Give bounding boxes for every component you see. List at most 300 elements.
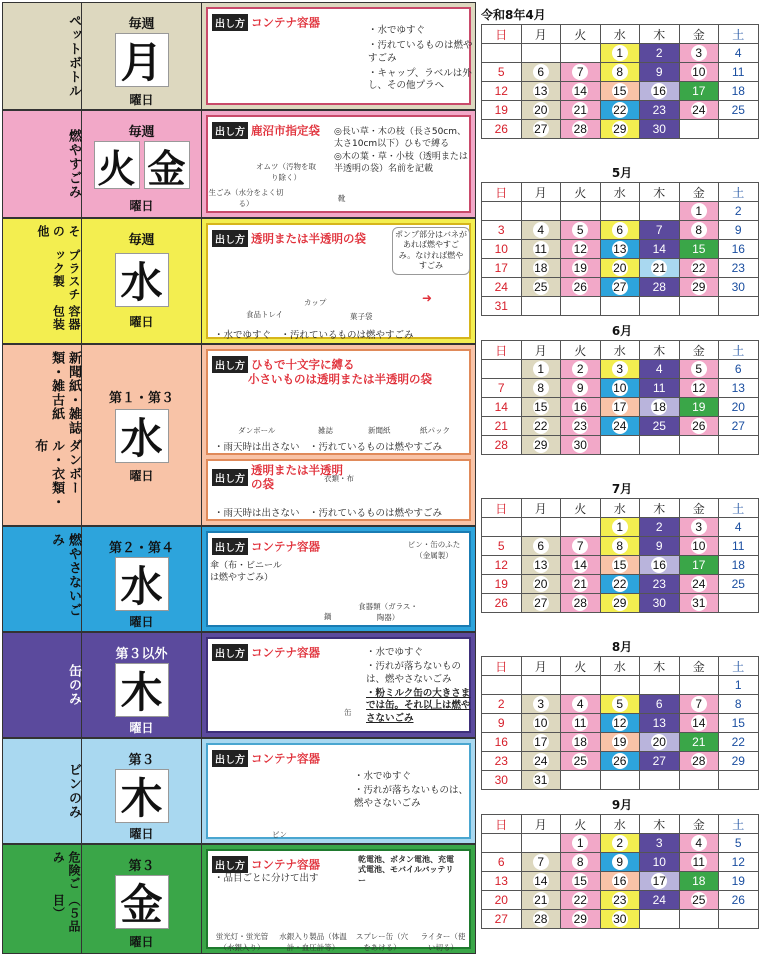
category-label: 危険ごみ （５品目） bbox=[51, 851, 81, 933]
calendar-day: 3 bbox=[679, 44, 719, 63]
calendar-day: 24 bbox=[679, 101, 719, 120]
calendar-day: 15 bbox=[561, 872, 601, 891]
calendar-day: 2 bbox=[482, 695, 522, 714]
calendar-day bbox=[482, 202, 522, 221]
month-title: 8月 bbox=[611, 640, 633, 654]
calendar-day: 16 bbox=[600, 872, 640, 891]
calendar-day: 17 bbox=[482, 259, 522, 278]
calendar-day: 27 bbox=[482, 910, 522, 929]
calendar-day bbox=[521, 834, 561, 853]
method-tag: 出し方 bbox=[212, 14, 248, 31]
calendar-day: 15 bbox=[719, 714, 759, 733]
calendar-day: 26 bbox=[679, 417, 719, 436]
calendar-day: 28 bbox=[561, 120, 601, 139]
calendar-day: 12 bbox=[482, 556, 522, 575]
battery-note: 乾電池、ボタン電池、充電式電池、モバイルバッテリー bbox=[358, 855, 454, 885]
weekday-header: 火 bbox=[561, 183, 601, 202]
note: ・キャップ、ラベルは外し、その他プラへ bbox=[368, 68, 472, 92]
category-label: 新聞紙・雑誌類・雑古紙 ダンボール・衣類・布 bbox=[32, 351, 81, 509]
calendar-day: 16 bbox=[640, 556, 680, 575]
calendar-day: 9 bbox=[640, 63, 680, 82]
calendar-day: 30 bbox=[719, 278, 759, 297]
calendar-day: 25 bbox=[719, 575, 759, 594]
calendar-day: 19 bbox=[719, 872, 759, 891]
calendar-day: 25 bbox=[679, 891, 719, 910]
calendar-grid bbox=[481, 656, 759, 790]
method-cell bbox=[202, 111, 475, 217]
weekday-header: 金 bbox=[679, 815, 719, 834]
method-text: 透明または半透明の袋 bbox=[251, 463, 343, 491]
calendar-day: 22 bbox=[719, 733, 759, 752]
calendar-day: 26 bbox=[719, 891, 759, 910]
calendar-day: 26 bbox=[561, 278, 601, 297]
frequency: 第２・第４ bbox=[108, 541, 174, 556]
calendar-day bbox=[719, 594, 759, 613]
calendar-day: 21 bbox=[482, 417, 522, 436]
calendar-day: 2 bbox=[600, 834, 640, 853]
calendar-day: 22 bbox=[679, 259, 719, 278]
schedule-cell bbox=[82, 219, 202, 343]
calendar-day: 13 bbox=[719, 379, 759, 398]
collection-guide bbox=[2, 2, 476, 954]
weekday-header: 土 bbox=[719, 815, 759, 834]
calendar-day: 6 bbox=[600, 221, 640, 240]
calendar-day: 18 bbox=[719, 82, 759, 101]
calendar-day: 12 bbox=[600, 714, 640, 733]
category-cell bbox=[3, 3, 82, 109]
calendar-day: 28 bbox=[521, 910, 561, 929]
calendar-day: 8 bbox=[600, 63, 640, 82]
weekday-suffix: 曜日 bbox=[129, 199, 154, 213]
calendar-day: 30 bbox=[600, 910, 640, 929]
calendar-day: 13 bbox=[482, 872, 522, 891]
calendar-day: 15 bbox=[521, 398, 561, 417]
calendar-day: 27 bbox=[521, 120, 561, 139]
calendar-grid bbox=[481, 814, 759, 929]
item-label: カップ bbox=[304, 298, 327, 307]
calendar-day bbox=[600, 202, 640, 221]
weekday-header: 土 bbox=[719, 25, 759, 44]
calendar-day: 5 bbox=[679, 360, 719, 379]
calendar-day: 1 bbox=[719, 676, 759, 695]
calendar-day: 30 bbox=[561, 436, 601, 455]
calendar-day: 23 bbox=[640, 575, 680, 594]
row-paper-cloth bbox=[2, 344, 476, 526]
weekday-header: 土 bbox=[719, 183, 759, 202]
calendar-day: 13 bbox=[640, 714, 680, 733]
weekday-header: 水 bbox=[600, 499, 640, 518]
calendar-day: 25 bbox=[640, 417, 680, 436]
item-label: 鍋 bbox=[324, 612, 332, 621]
calendar-day: 12 bbox=[719, 853, 759, 872]
note: ◎木の葉・草・小枝（透明または半透明の袋）名前を記載 bbox=[334, 152, 468, 175]
bottom-note: ・雨天時は出さない ・汚れているものは燃やすごみ bbox=[214, 508, 443, 519]
calendar-day: 11 bbox=[521, 240, 561, 259]
row-burnable bbox=[2, 110, 476, 218]
weekday-box: 木 bbox=[115, 769, 169, 823]
calendar-grid bbox=[481, 24, 759, 139]
calendar-day bbox=[640, 297, 680, 316]
calendar-day: 3 bbox=[521, 695, 561, 714]
month-title: 6月 bbox=[611, 324, 633, 338]
calendar-day bbox=[521, 518, 561, 537]
calendar-day: 16 bbox=[719, 240, 759, 259]
bottom-note: ・水でゆすぐ ・汚れているものは燃やすごみ bbox=[214, 330, 414, 341]
weekday-header: 木 bbox=[640, 815, 680, 834]
frequency: 毎週 bbox=[128, 17, 155, 32]
calendar-day: 3 bbox=[482, 221, 522, 240]
method-cell bbox=[202, 3, 475, 109]
row-cans bbox=[2, 632, 476, 738]
calendar-day: 13 bbox=[521, 82, 561, 101]
weekday-suffix: 曜日 bbox=[129, 721, 154, 735]
weekday-header: 火 bbox=[561, 341, 601, 360]
calendar-day: 8 bbox=[521, 379, 561, 398]
weekday-header: 火 bbox=[561, 815, 601, 834]
item-label: 新聞紙 bbox=[368, 426, 391, 435]
calendar-day: 24 bbox=[482, 278, 522, 297]
category-label: 燃やさないごみ bbox=[49, 533, 81, 617]
schedule-cell bbox=[82, 845, 202, 953]
calendar-day bbox=[561, 771, 601, 790]
calendar-day: 10 bbox=[679, 537, 719, 556]
category-cell bbox=[3, 219, 82, 343]
item-label: 生ごみ（水分をよく切る） bbox=[208, 188, 284, 208]
weekday-header: 火 bbox=[561, 25, 601, 44]
category-cell bbox=[3, 739, 82, 843]
weekday-header: 日 bbox=[482, 183, 522, 202]
calendar-day: 25 bbox=[521, 278, 561, 297]
calendar-day: 2 bbox=[640, 518, 680, 537]
calendar-day bbox=[600, 771, 640, 790]
method-text: コンテナ容器 bbox=[251, 751, 320, 766]
calendar-day: 18 bbox=[719, 556, 759, 575]
method-text: コンテナ容器 bbox=[251, 539, 320, 554]
calendar-day: 19 bbox=[600, 733, 640, 752]
calendar-day: 9 bbox=[640, 537, 680, 556]
method-tag: 出し方 bbox=[212, 644, 248, 661]
category-label: ビンのみ bbox=[66, 763, 81, 819]
calendar-day: 27 bbox=[521, 594, 561, 613]
calendar-day: 7 bbox=[561, 63, 601, 82]
calendar-day: 14 bbox=[521, 872, 561, 891]
calendar-day: 10 bbox=[521, 714, 561, 733]
method-text: 鹿沼市指定袋 bbox=[251, 123, 320, 138]
weekday-box: 水 bbox=[115, 253, 169, 307]
item-label: 食品トレイ bbox=[246, 310, 284, 319]
calendar-day: 2 bbox=[561, 360, 601, 379]
calendar-day: 10 bbox=[679, 63, 719, 82]
calendar-day: 23 bbox=[561, 417, 601, 436]
weekday-suffix: 曜日 bbox=[129, 315, 154, 329]
calendar-day bbox=[561, 518, 601, 537]
category-cell bbox=[3, 527, 82, 631]
note: 傘（布・ビニールは燃やすごみ） bbox=[210, 561, 282, 583]
calendar-day: 21 bbox=[561, 101, 601, 120]
frequency: 毎週 bbox=[128, 233, 155, 248]
calendar-day: 4 bbox=[719, 518, 759, 537]
calendar-day: 14 bbox=[561, 556, 601, 575]
calendar-day bbox=[561, 297, 601, 316]
calendar-day: 14 bbox=[640, 240, 680, 259]
calendar-day: 4 bbox=[561, 695, 601, 714]
calendar-day bbox=[719, 436, 759, 455]
month-title: 5月 bbox=[611, 166, 633, 180]
calendar-day: 16 bbox=[561, 398, 601, 417]
weekday-header: 水 bbox=[600, 815, 640, 834]
calendar-day: 5 bbox=[482, 63, 522, 82]
item-label: スプレー缶（穴をあける） bbox=[355, 932, 409, 952]
calendar-day: 1 bbox=[561, 834, 601, 853]
item-label: ダンボール bbox=[238, 426, 276, 435]
weekday-suffix: 曜日 bbox=[129, 469, 154, 483]
calendar-day bbox=[679, 436, 719, 455]
weekday-header: 木 bbox=[640, 341, 680, 360]
weekday-header: 水 bbox=[600, 183, 640, 202]
calendar-day: 29 bbox=[561, 910, 601, 929]
calendar-day: 22 bbox=[521, 417, 561, 436]
schedule-cell bbox=[82, 527, 202, 631]
weekday-header: 火 bbox=[561, 499, 601, 518]
method-text: ひもで十文字に縛る bbox=[251, 357, 355, 372]
calendar-day bbox=[679, 910, 719, 929]
note: ・汚れが落ちないものは、燃やさないごみ bbox=[354, 785, 469, 809]
weekday-suffix: 曜日 bbox=[129, 615, 154, 629]
item-label: ビン・缶のふた（金属製） bbox=[407, 540, 461, 560]
item-label: 紙パック bbox=[420, 426, 450, 435]
weekday-header: 月 bbox=[521, 183, 561, 202]
calendar-day: 31 bbox=[521, 771, 561, 790]
calendar-day bbox=[482, 518, 522, 537]
calendar-day: 29 bbox=[600, 120, 640, 139]
frequency: 第３ bbox=[128, 753, 155, 768]
calendar-day: 29 bbox=[521, 436, 561, 455]
calendar-day: 9 bbox=[600, 853, 640, 872]
calendar-day: 8 bbox=[719, 695, 759, 714]
calendar-day: 19 bbox=[482, 101, 522, 120]
calendar-day: 30 bbox=[640, 120, 680, 139]
calendar-day: 28 bbox=[640, 278, 680, 297]
calendar-day: 24 bbox=[600, 417, 640, 436]
item-label: 水銀入り製品（体温計・血圧計等） bbox=[279, 932, 347, 952]
month-title: 9月 bbox=[611, 798, 633, 812]
row-non-burnable bbox=[2, 526, 476, 632]
calendar-day: 21 bbox=[521, 891, 561, 910]
calendar-day bbox=[679, 120, 719, 139]
calendar-day: 8 bbox=[600, 537, 640, 556]
item-label: ライター（使い切る） bbox=[420, 932, 466, 952]
calendar-day: 16 bbox=[640, 82, 680, 101]
weekday-header: 金 bbox=[679, 25, 719, 44]
calendar-day: 25 bbox=[719, 101, 759, 120]
method-cell bbox=[202, 633, 475, 737]
category-cell bbox=[3, 633, 82, 737]
calendar-day: 6 bbox=[521, 63, 561, 82]
frequency: 第３ bbox=[128, 859, 155, 874]
calendar-day bbox=[719, 771, 759, 790]
calendar-day: 17 bbox=[600, 398, 640, 417]
method-tag: 出し方 bbox=[212, 356, 248, 373]
method-cell bbox=[202, 345, 475, 525]
calendar-day bbox=[521, 297, 561, 316]
calendar-day: 26 bbox=[482, 594, 522, 613]
calendar-day: 1 bbox=[600, 518, 640, 537]
calendar-day: 18 bbox=[640, 398, 680, 417]
calendar-day: 6 bbox=[521, 537, 561, 556]
month-title: 令和8年4月 bbox=[481, 8, 546, 22]
category-cell bbox=[3, 845, 82, 953]
weekday-header: 日 bbox=[482, 499, 522, 518]
weekday-box: 火 bbox=[94, 141, 140, 189]
calendar-day: 12 bbox=[482, 82, 522, 101]
calendar-day: 12 bbox=[679, 379, 719, 398]
weekday-header: 日 bbox=[482, 25, 522, 44]
calendar-day: 5 bbox=[561, 221, 601, 240]
calendar-day bbox=[719, 297, 759, 316]
schedule-cell bbox=[82, 633, 202, 737]
calendar-day: 6 bbox=[719, 360, 759, 379]
category-cell bbox=[3, 345, 82, 525]
calendar-day: 10 bbox=[482, 240, 522, 259]
calendar-day: 14 bbox=[679, 714, 719, 733]
weekday-header: 土 bbox=[719, 341, 759, 360]
calendar-day: 10 bbox=[600, 379, 640, 398]
weekday-header: 月 bbox=[521, 499, 561, 518]
method-cell bbox=[202, 219, 475, 343]
weekday-suffix: 曜日 bbox=[129, 827, 154, 841]
calendar-day: 21 bbox=[640, 259, 680, 278]
method-text: コンテナ容器 bbox=[251, 15, 320, 30]
calendar-day: 21 bbox=[679, 733, 719, 752]
weekday-header: 木 bbox=[640, 25, 680, 44]
calendar-day: 28 bbox=[561, 594, 601, 613]
calendar-day bbox=[600, 676, 640, 695]
calendar-day bbox=[561, 676, 601, 695]
calendar-day: 28 bbox=[482, 436, 522, 455]
item-label: 食器類（ガラス・陶器） bbox=[358, 602, 418, 622]
calendar-day: 19 bbox=[679, 398, 719, 417]
weekday-header: 木 bbox=[640, 183, 680, 202]
weekday-box: 金 bbox=[115, 875, 169, 929]
weekday-header: 水 bbox=[600, 25, 640, 44]
calendar-day bbox=[600, 297, 640, 316]
row-hazardous bbox=[2, 844, 476, 954]
calendar-day: 14 bbox=[482, 398, 522, 417]
method-tag: 出し方 bbox=[212, 122, 248, 139]
calendar-day bbox=[561, 44, 601, 63]
calendar-day: 2 bbox=[719, 202, 759, 221]
calendar-day: 6 bbox=[640, 695, 680, 714]
collection-calendar bbox=[481, 0, 765, 956]
calendar-day bbox=[679, 771, 719, 790]
calendar-day: 1 bbox=[679, 202, 719, 221]
calendar-day: 15 bbox=[600, 556, 640, 575]
schedule-cell bbox=[82, 345, 202, 525]
calendar-day bbox=[679, 297, 719, 316]
weekday-box: 金 bbox=[144, 141, 190, 189]
note: ・品目ごとに分けて出す bbox=[214, 873, 319, 884]
calendar-day: 13 bbox=[521, 556, 561, 575]
calendar-day: 1 bbox=[521, 360, 561, 379]
bottom-note: ・雨天時は出さない ・汚れているものは燃やすごみ bbox=[214, 442, 443, 453]
method-tag: 出し方 bbox=[212, 750, 248, 767]
calendar-day bbox=[482, 676, 522, 695]
calendar-day: 3 bbox=[600, 360, 640, 379]
pump-note: ポンプ部分はバネがあれば燃やすごみ。なければ燃やすごみ bbox=[392, 227, 470, 275]
weekday-box: 木 bbox=[115, 663, 169, 717]
calendar-day: 22 bbox=[600, 101, 640, 120]
arrow-icon: ➜ bbox=[422, 291, 433, 305]
category-label: 燃やすごみ bbox=[66, 129, 81, 199]
method-cell bbox=[202, 845, 475, 953]
calendar-day: 20 bbox=[600, 259, 640, 278]
method-cell bbox=[202, 739, 475, 843]
schedule-cell bbox=[82, 111, 202, 217]
calendar-day: 2 bbox=[640, 44, 680, 63]
note: ◎長い草・木の枝（長さ50cm、太さ10cm以下）ひもで縛る bbox=[334, 127, 467, 149]
calendar-day: 19 bbox=[482, 575, 522, 594]
calendar-day: 15 bbox=[679, 240, 719, 259]
calendar-day: 24 bbox=[679, 575, 719, 594]
calendar-day: 23 bbox=[640, 101, 680, 120]
category-label: 缶のみ bbox=[66, 664, 81, 706]
calendar-day: 3 bbox=[679, 518, 719, 537]
calendar-day: 7 bbox=[521, 853, 561, 872]
weekday-header: 月 bbox=[521, 657, 561, 676]
weekday-header: 土 bbox=[719, 657, 759, 676]
calendar-day: 27 bbox=[640, 752, 680, 771]
calendar-day bbox=[640, 676, 680, 695]
calendar-day bbox=[600, 436, 640, 455]
calendar-day: 17 bbox=[521, 733, 561, 752]
calendar-day: 3 bbox=[640, 834, 680, 853]
calendar-day: 20 bbox=[521, 101, 561, 120]
calendar-day: 11 bbox=[679, 853, 719, 872]
item-label: 菓子袋 bbox=[350, 312, 373, 321]
item-label: 衣類・布 bbox=[324, 474, 354, 483]
weekday-header: 日 bbox=[482, 657, 522, 676]
calendar-day: 7 bbox=[482, 379, 522, 398]
calendar-day: 22 bbox=[600, 575, 640, 594]
calendar-day: 4 bbox=[640, 360, 680, 379]
category-label: その他 プラスチック製 容器包装 bbox=[35, 225, 81, 331]
item-label: 靴 bbox=[338, 194, 346, 203]
calendar-day: 8 bbox=[561, 853, 601, 872]
calendar-day: 18 bbox=[561, 733, 601, 752]
item-label: ビン bbox=[272, 830, 287, 839]
month-title: 7月 bbox=[611, 482, 633, 496]
weekday-header: 金 bbox=[679, 499, 719, 518]
calendar-day bbox=[640, 910, 680, 929]
calendar-day: 28 bbox=[679, 752, 719, 771]
calendar-grid bbox=[481, 498, 759, 613]
calendar-day: 7 bbox=[679, 695, 719, 714]
calendar-grid bbox=[481, 340, 759, 455]
note: ・汚れが落ちないものは、燃やさないごみ bbox=[366, 661, 462, 685]
calendar-day: 20 bbox=[640, 733, 680, 752]
calendar-day: 18 bbox=[679, 872, 719, 891]
calendar-day: 11 bbox=[719, 537, 759, 556]
item-label: オムツ（汚物を取り除く） bbox=[256, 162, 316, 182]
calendar-day: 5 bbox=[482, 537, 522, 556]
method-text-2: 小さいものは透明または半透明の袋 bbox=[248, 372, 432, 386]
category-label: ペットボトル bbox=[66, 14, 81, 98]
calendar-day: 1 bbox=[600, 44, 640, 63]
method-text: コンテナ容器 bbox=[251, 857, 320, 872]
calendar-day: 9 bbox=[561, 379, 601, 398]
item-label: 缶 bbox=[344, 708, 352, 717]
calendar-day: 4 bbox=[521, 221, 561, 240]
